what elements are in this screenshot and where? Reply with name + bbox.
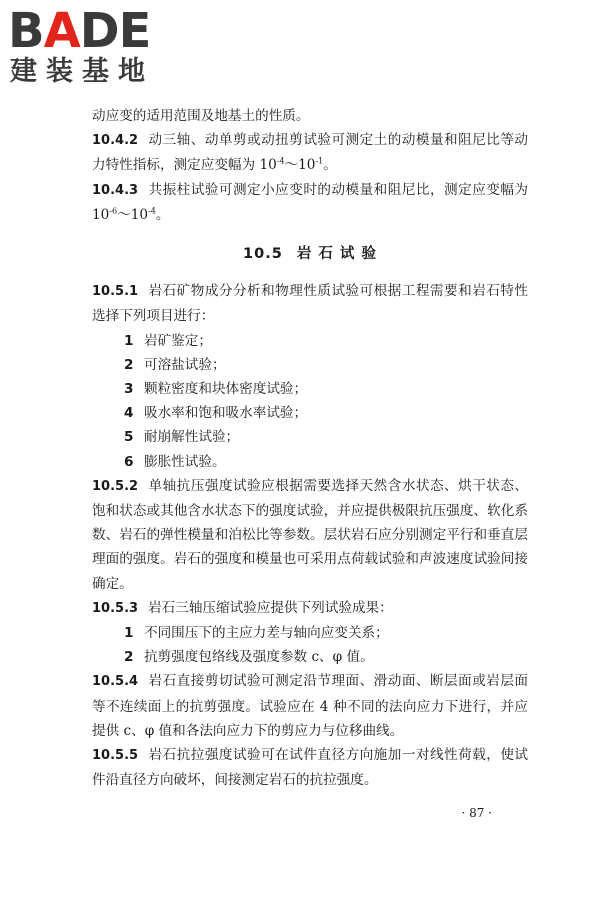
list-item: 6 膨胀性试验。: [124, 453, 226, 470]
clause-10-5-1: 10.5.1 岩石矿物成分分析和物理性质试验可根据工程需要和岩石特性选择下列项目进行：: [92, 283, 528, 325]
section-number: 10.5: [243, 246, 283, 263]
clause-number: 10.4.2: [92, 133, 139, 149]
list-item: 4 吸水率和饱和吸水率试验；: [124, 405, 308, 422]
clause-number: 10.4.3: [92, 182, 139, 198]
clause-number: 10.5.5: [92, 748, 139, 764]
logo-subtitle: 建装基地: [10, 56, 154, 87]
clause-number: 10.5.3: [92, 600, 139, 616]
continuation-text: 动应变的适用范围及地基土的性质。: [92, 108, 310, 124]
clause-10-4-2: 10.4.2 动三轴、动单剪或动扭剪试验可测定土的动模量和阻尼比等动力特性指标，测定应变幅为 $10^{-4}\sim 10^{-1}$。: [92, 132, 528, 174]
clause-10-5-3: 10.5.3 岩石三轴压缩试验应提供下列试验成果：: [92, 599, 393, 616]
clause-number: 10.5.4: [92, 674, 139, 690]
section-title: 岩 石 试 验: [296, 245, 377, 263]
clause-10-5-5: 10.5.5 岩石抗拉强度试验可在试件直径方向施加一对线性荷载，使试件沿直径方向破坏，间接测定岩石的抗拉强度。: [92, 747, 528, 789]
document-body: [92, 104, 528, 792]
list-item: 5 耐崩解性试验；: [124, 429, 240, 446]
brand-logo: [8, 3, 178, 96]
list-item: 3 颗粒密度和块体密度试验；: [124, 381, 308, 398]
clause-number: 10.5.2: [92, 478, 139, 494]
list-item: 1 不同围压下的主应力差与轴向应变关系；: [124, 625, 389, 642]
list-item: 2 可溶盐试验；: [124, 356, 226, 373]
clause-10-4-3: 10.4.3 共振柱试验可测定小应变时的动模量和阻尼比，测定应变幅为 $10^{-6}\sim 10^{-4}$。: [92, 181, 528, 223]
logo-wordmark: BADE: [8, 3, 151, 59]
page-number: · 87 ·: [461, 806, 492, 820]
section-heading: [92, 242, 528, 266]
list-item: 1 岩矿鉴定；: [124, 332, 212, 349]
list-item: 2 抗剪强度包络线及强度参数 c、φ 值。: [124, 649, 374, 666]
clause-10-5-2: 10.5.2 单轴抗压强度试验应根据需要选择天然含水状态、烘干状态、饱和状态或其他含水状态下的强度试验，并应提供极限抗压强度、软化系数、岩石的弹性模量和泊松比等参数。层状岩石应分别测定平行和垂直层理面的强度。岩石的强度和模量也可采用点荷载试验和声波速度试验间接确定。: [92, 477, 528, 592]
clause-10-5-4: 10.5.4 岩石直接剪切试验可测定沿节理面、滑动面、断层面或岩层面等不连续面上的抗剪强度。试验应在 4 种不同的法向应力下进行，并应提供 c、φ 值和各法向应力下的剪应力与位移曲线。: [92, 673, 528, 739]
clause-number: 10.5.1: [92, 284, 139, 300]
